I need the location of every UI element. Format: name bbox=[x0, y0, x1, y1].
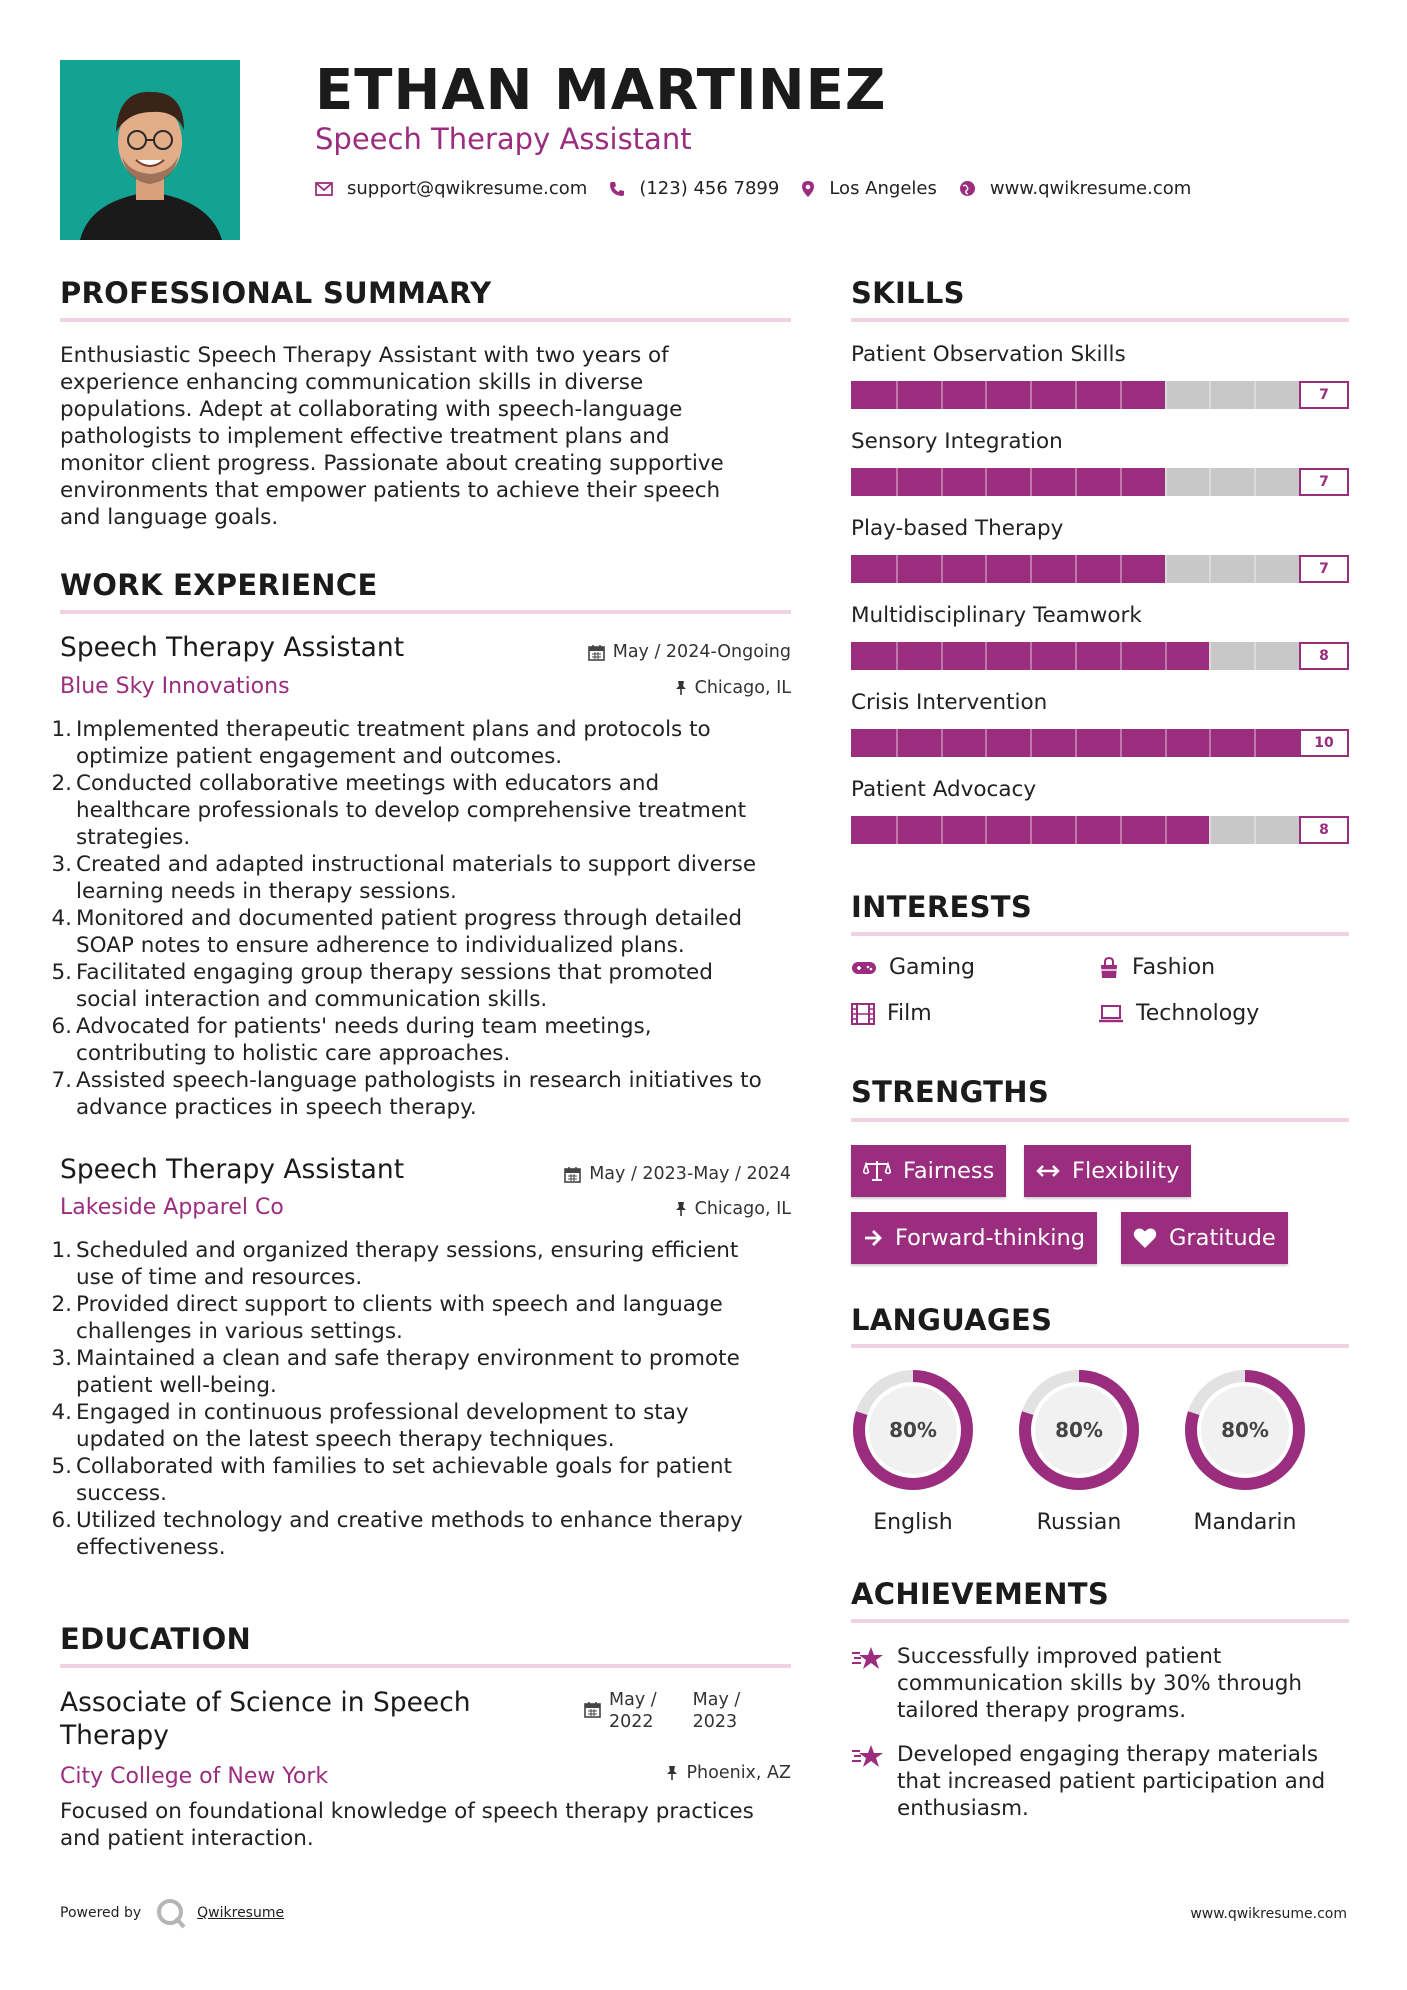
duty-line: learning needs in therapy sessions. bbox=[76, 879, 457, 904]
skill-segment-divider bbox=[1165, 468, 1167, 496]
duty-line: Maintained a clean and safe therapy environment to promote bbox=[76, 1346, 740, 1371]
pushpin-icon bbox=[675, 680, 687, 696]
duty-line: effectiveness. bbox=[76, 1535, 226, 1560]
strengths-heading: STRENGTHS bbox=[851, 1075, 1050, 1109]
skill-segment-divider bbox=[941, 555, 943, 583]
strength-label: Forward-thinking bbox=[895, 1225, 1086, 1251]
skill-segment-divider bbox=[1030, 555, 1032, 583]
duty-line: Engaged in continuous professional development to stay bbox=[76, 1400, 689, 1425]
skill-segment-divider bbox=[1120, 468, 1122, 496]
skill-segment-divider bbox=[1075, 816, 1077, 844]
arrows-horizontal-icon bbox=[1036, 1164, 1060, 1178]
list-number: 7. bbox=[51, 1068, 72, 1093]
job-date bbox=[588, 642, 791, 662]
date-part: May / bbox=[609, 1690, 657, 1710]
education-location-text: Phoenix, AZ bbox=[686, 1763, 791, 1783]
skill-segment-divider bbox=[1120, 816, 1122, 844]
date-part: 2023 bbox=[692, 1712, 738, 1732]
job-date-text: May / 2023-May / 2024 bbox=[589, 1164, 791, 1184]
skills-heading: SKILLS bbox=[851, 276, 965, 310]
location-text: Los Angeles bbox=[829, 178, 937, 199]
achievement-line: tailored therapy programs. bbox=[897, 1698, 1187, 1723]
duty-line: strategies. bbox=[76, 825, 191, 850]
skill-segment-divider bbox=[1120, 555, 1122, 583]
achievement-line: communication skills by 30% through bbox=[897, 1671, 1303, 1696]
skill-level-bar bbox=[851, 729, 1349, 757]
skill-segment-divider bbox=[1209, 555, 1211, 583]
skill-segment-divider bbox=[1075, 555, 1077, 583]
school-name: City College of New York bbox=[60, 1764, 329, 1789]
summary-heading: PROFESSIONAL SUMMARY bbox=[60, 276, 492, 310]
duty-line: Advocated for patients' needs during team meetings, bbox=[76, 1014, 652, 1039]
list-number: 3. bbox=[51, 1346, 72, 1371]
skill-segment-divider bbox=[1209, 381, 1211, 409]
duty-line: SOAP notes to ensure adherence to individualized plans. bbox=[76, 933, 685, 958]
list-item bbox=[50, 1399, 798, 1453]
strength-label: Flexibility bbox=[1072, 1158, 1180, 1184]
degree-title bbox=[60, 1686, 471, 1752]
list-number: 1. bbox=[51, 717, 72, 742]
job-location-text: Chicago, IL bbox=[694, 1199, 791, 1219]
language-item bbox=[1017, 1368, 1141, 1535]
duty-line: success. bbox=[76, 1481, 167, 1506]
skill-segment-divider bbox=[1254, 729, 1256, 757]
pushpin-icon bbox=[666, 1765, 678, 1781]
education-dates bbox=[584, 1689, 740, 1733]
duty-line: Implemented therapeutic treatment plans and protocols to bbox=[76, 717, 711, 742]
skill-level-bar bbox=[851, 381, 1349, 409]
skill-level-bar bbox=[851, 468, 1349, 496]
duty-line: social interaction and communication skills. bbox=[76, 987, 548, 1012]
list-number: 6. bbox=[51, 1508, 72, 1533]
skill-segment-divider bbox=[1075, 642, 1077, 670]
languages-heading: LANGUAGES bbox=[851, 1303, 1053, 1337]
list-item bbox=[50, 1507, 798, 1561]
arrow-right-icon bbox=[863, 1229, 883, 1247]
interest-label: Film bbox=[887, 1001, 932, 1026]
company-name: Lakeside Apparel Co bbox=[60, 1195, 284, 1220]
pushpin-icon bbox=[675, 1201, 687, 1217]
list-number: 3. bbox=[51, 852, 72, 877]
education-desc-line: Focused on foundational knowledge of speech therapy practices bbox=[60, 1799, 754, 1824]
job-duties-list bbox=[50, 716, 798, 1121]
skill-segment-divider bbox=[1165, 381, 1167, 409]
skill-segment-divider bbox=[1120, 381, 1122, 409]
strength-tag-forward-thinking bbox=[851, 1212, 1097, 1264]
skill-segment-divider bbox=[985, 381, 987, 409]
language-progress-ring bbox=[1017, 1368, 1141, 1492]
calendar-icon bbox=[588, 644, 605, 661]
phone-icon bbox=[609, 181, 625, 197]
duty-line: Scheduled and organized therapy sessions, ensuring efficient bbox=[76, 1238, 739, 1263]
duty-line: Utilized technology and creative methods to enhance therapy bbox=[76, 1508, 743, 1533]
list-number: 5. bbox=[51, 1454, 72, 1479]
summary-line: experience enhancing communication skills in diverse bbox=[60, 370, 644, 395]
skill-label: Sensory Integration bbox=[851, 429, 1063, 454]
job-title: Speech Therapy Assistant bbox=[60, 632, 405, 663]
skill-level-badge: 10 bbox=[1299, 729, 1349, 757]
summary-text bbox=[60, 342, 800, 531]
skill-level-bar bbox=[851, 642, 1349, 670]
achievement-text bbox=[897, 1741, 1325, 1822]
candidate-name: ETHAN MARTINEZ bbox=[315, 58, 887, 123]
skill-segment-divider bbox=[1075, 729, 1077, 757]
duty-line: advance practices in speech therapy. bbox=[76, 1095, 477, 1120]
skill-segment-divider bbox=[985, 468, 987, 496]
skill-segment-divider bbox=[896, 729, 898, 757]
duty-line: Facilitated engaging group therapy sessions that promoted bbox=[76, 960, 713, 985]
education-description bbox=[60, 1798, 800, 1852]
interest-film bbox=[851, 1001, 932, 1026]
candidate-role: Speech Therapy Assistant bbox=[315, 122, 692, 156]
email-text: support@qwikresume.com bbox=[347, 178, 588, 199]
skill-segment-divider bbox=[1075, 468, 1077, 496]
duty-line: contributing to holistic care approaches. bbox=[76, 1041, 511, 1066]
contact-bar bbox=[315, 178, 1213, 199]
duty-line: Assisted speech-language pathologists in research initiatives to bbox=[76, 1068, 762, 1093]
skill-segment-divider bbox=[1209, 642, 1211, 670]
summary-line: Enthusiastic Speech Therapy Assistant with two years of bbox=[60, 343, 669, 368]
footer-website[interactable]: www.qwikresume.com bbox=[1190, 1906, 1347, 1922]
strengths-divider bbox=[851, 1118, 1349, 1122]
skill-segment-divider bbox=[896, 816, 898, 844]
list-number: 2. bbox=[51, 771, 72, 796]
website-contact[interactable] bbox=[959, 178, 1191, 199]
interest-label: Fashion bbox=[1132, 955, 1216, 980]
skill-segment-divider bbox=[1075, 381, 1077, 409]
skills-divider bbox=[851, 318, 1349, 322]
profile-photo bbox=[60, 60, 240, 240]
list-number: 1. bbox=[51, 1238, 72, 1263]
duty-line: Collaborated with families to set achievable goals for patient bbox=[76, 1454, 732, 1479]
achievement-line: Successfully improved patient bbox=[897, 1644, 1222, 1669]
star-icon bbox=[851, 1743, 885, 1769]
summary-line: pathologists to implement effective treatment plans and bbox=[60, 424, 670, 449]
phone-text: (123) 456 7899 bbox=[639, 178, 780, 199]
map-marker-icon bbox=[801, 180, 815, 198]
date-part: May / bbox=[692, 1690, 741, 1710]
list-item bbox=[50, 1013, 798, 1067]
location-contact bbox=[801, 178, 937, 199]
skill-level-fill bbox=[851, 555, 1165, 583]
skill-level-bar bbox=[851, 555, 1349, 583]
language-percent: 80% bbox=[889, 1418, 937, 1442]
skill-level-fill bbox=[851, 381, 1165, 409]
achievement-item bbox=[851, 1643, 1351, 1724]
experience-divider bbox=[60, 610, 791, 614]
skill-label: Play-based Therapy bbox=[851, 516, 1064, 541]
strength-label: Gratitude bbox=[1169, 1225, 1276, 1251]
interest-label: Technology bbox=[1136, 1001, 1260, 1026]
skill-segment-divider bbox=[985, 816, 987, 844]
phone-contact[interactable] bbox=[609, 178, 779, 199]
skill-segment-divider bbox=[941, 642, 943, 670]
education-start bbox=[609, 1689, 657, 1733]
skill-segment-divider bbox=[896, 555, 898, 583]
email-contact[interactable] bbox=[315, 178, 587, 199]
language-item bbox=[1183, 1368, 1307, 1535]
summary-line: monitor client progress. Passionate about creating supportive bbox=[60, 451, 724, 476]
website-text: www.qwikresume.com bbox=[989, 178, 1192, 199]
interests-heading: INTERESTS bbox=[851, 890, 1033, 924]
skill-segment-divider bbox=[1165, 729, 1167, 757]
education-location bbox=[666, 1763, 791, 1783]
skill-segment-divider bbox=[1030, 816, 1032, 844]
date-part: 2022 bbox=[609, 1712, 654, 1732]
skill-segment-divider bbox=[1165, 555, 1167, 583]
list-item bbox=[50, 959, 798, 1013]
interest-technology bbox=[1098, 1001, 1259, 1026]
qwikresume-link[interactable]: Qwikresume bbox=[197, 1905, 285, 1921]
balance-scale-icon bbox=[863, 1160, 891, 1182]
skill-segment-divider bbox=[941, 729, 943, 757]
list-item bbox=[50, 905, 798, 959]
gamepad-icon bbox=[851, 960, 877, 976]
skill-segment-divider bbox=[1254, 642, 1256, 670]
globe-icon bbox=[959, 180, 976, 197]
language-name: English bbox=[873, 1510, 953, 1535]
experience-heading: WORK EXPERIENCE bbox=[60, 568, 378, 602]
list-item bbox=[50, 1345, 798, 1399]
skill-segment-divider bbox=[1030, 729, 1032, 757]
job-duties-list bbox=[50, 1237, 798, 1561]
skill-segment-divider bbox=[1120, 729, 1122, 757]
duty-line: healthcare professionals to develop comprehensive treatment bbox=[76, 798, 747, 823]
language-name: Russian bbox=[1036, 1510, 1122, 1535]
calendar-icon bbox=[564, 1166, 581, 1183]
heart-icon bbox=[1133, 1227, 1157, 1249]
envelope-icon bbox=[315, 182, 333, 196]
interest-gaming bbox=[851, 955, 975, 980]
qwikresume-logo-icon bbox=[155, 1896, 189, 1930]
degree-line: Associate of Science in Speech bbox=[60, 1687, 471, 1718]
language-percent: 80% bbox=[1221, 1418, 1269, 1442]
company-name: Blue Sky Innovations bbox=[60, 674, 290, 699]
achievement-line: enthusiasm. bbox=[897, 1796, 1029, 1821]
duty-line: Created and adapted instructional materials to support diverse bbox=[76, 852, 757, 877]
skill-label: Multidisciplinary Teamwork bbox=[851, 603, 1142, 628]
achievement-text bbox=[897, 1643, 1302, 1724]
skill-label: Patient Observation Skills bbox=[851, 342, 1126, 367]
skill-segment-divider bbox=[1030, 381, 1032, 409]
skill-segment-divider bbox=[941, 816, 943, 844]
skill-segment-divider bbox=[896, 642, 898, 670]
duty-line: updated on the latest speech therapy techniques. bbox=[76, 1427, 615, 1452]
skill-segment-divider bbox=[1209, 816, 1211, 844]
duty-line: Provided direct support to clients with speech and language bbox=[76, 1292, 723, 1317]
list-item bbox=[50, 1237, 798, 1291]
strength-tag-fairness bbox=[851, 1145, 1006, 1197]
duty-line: use of time and resources. bbox=[76, 1265, 363, 1290]
laptop-icon bbox=[1098, 1005, 1124, 1023]
list-number: 5. bbox=[51, 960, 72, 985]
interest-label: Gaming bbox=[889, 955, 975, 980]
list-item bbox=[50, 770, 798, 851]
skill-level-badge: 8 bbox=[1299, 642, 1349, 670]
skill-segment-divider bbox=[1209, 468, 1211, 496]
skill-segment-divider bbox=[1254, 468, 1256, 496]
skill-segment-divider bbox=[941, 381, 943, 409]
job-date-text: May / 2024-Ongoing bbox=[612, 642, 791, 662]
duty-line: patient well-being. bbox=[76, 1373, 277, 1398]
education-desc-line: and patient interaction. bbox=[60, 1826, 314, 1851]
skill-segment-divider bbox=[1030, 468, 1032, 496]
skill-segment-divider bbox=[941, 468, 943, 496]
summary-line: environments that empower patients to achieve their speech bbox=[60, 478, 721, 503]
skill-segment-divider bbox=[1254, 555, 1256, 583]
achievements-divider bbox=[851, 1619, 1349, 1623]
languages-divider bbox=[851, 1344, 1349, 1348]
skill-segment-divider bbox=[1165, 816, 1167, 844]
degree-line: Therapy bbox=[60, 1720, 169, 1751]
achievement-line: Developed engaging therapy materials bbox=[897, 1742, 1319, 1767]
language-progress-ring bbox=[1183, 1368, 1307, 1492]
star-icon bbox=[851, 1645, 885, 1671]
interest-fashion bbox=[1098, 955, 1215, 980]
skill-level-badge: 7 bbox=[1299, 381, 1349, 409]
job-location bbox=[675, 1199, 791, 1219]
summary-line: populations. Adept at collaborating with speech-language bbox=[60, 397, 683, 422]
skill-segment-divider bbox=[1120, 642, 1122, 670]
list-item bbox=[50, 1453, 798, 1507]
job-location-text: Chicago, IL bbox=[694, 678, 791, 698]
language-percent: 80% bbox=[1055, 1418, 1103, 1442]
shopping-bag-icon bbox=[1098, 957, 1120, 979]
skill-segment-divider bbox=[1165, 642, 1167, 670]
list-number: 6. bbox=[51, 1014, 72, 1039]
skill-segment-divider bbox=[896, 468, 898, 496]
skill-segment-divider bbox=[1209, 729, 1211, 757]
skill-segment-divider bbox=[1254, 816, 1256, 844]
strength-label: Fairness bbox=[903, 1158, 995, 1184]
interests-divider bbox=[851, 932, 1349, 936]
powered-by-text: Powered by bbox=[60, 1905, 142, 1921]
duty-line: challenges in various settings. bbox=[76, 1319, 403, 1344]
list-item bbox=[50, 1291, 798, 1345]
film-icon bbox=[851, 1003, 875, 1025]
achievement-line: that increased patient participation and bbox=[897, 1769, 1326, 1794]
summary-divider bbox=[60, 318, 791, 322]
skill-label: Patient Advocacy bbox=[851, 777, 1037, 802]
skill-level-bar bbox=[851, 816, 1349, 844]
job-title: Speech Therapy Assistant bbox=[60, 1154, 405, 1185]
education-end bbox=[693, 1689, 741, 1733]
list-item bbox=[50, 716, 798, 770]
skill-segment-divider bbox=[985, 642, 987, 670]
duty-line: optimize patient engagement and outcomes. bbox=[76, 744, 563, 769]
skill-level-fill bbox=[851, 468, 1165, 496]
list-number: 4. bbox=[51, 906, 72, 931]
education-divider bbox=[60, 1664, 791, 1668]
list-number: 2. bbox=[51, 1292, 72, 1317]
skill-level-badge: 7 bbox=[1299, 468, 1349, 496]
strength-tag-gratitude bbox=[1121, 1212, 1288, 1264]
language-item bbox=[851, 1368, 975, 1535]
achievement-item bbox=[851, 1741, 1351, 1822]
strength-tag-flexibility bbox=[1024, 1145, 1191, 1197]
skill-level-badge: 7 bbox=[1299, 555, 1349, 583]
language-name: Mandarin bbox=[1193, 1510, 1297, 1535]
skill-segment-divider bbox=[1254, 381, 1256, 409]
skill-segment-divider bbox=[985, 555, 987, 583]
skill-label: Crisis Intervention bbox=[851, 690, 1048, 715]
skill-segment-divider bbox=[1030, 642, 1032, 670]
summary-line: and language goals. bbox=[60, 505, 279, 530]
list-item bbox=[50, 1067, 798, 1121]
list-item bbox=[50, 851, 798, 905]
skill-level-badge: 8 bbox=[1299, 816, 1349, 844]
job-location bbox=[675, 678, 791, 698]
job-date bbox=[564, 1164, 791, 1184]
skill-segment-divider bbox=[985, 729, 987, 757]
duty-line: Monitored and documented patient progress through detailed bbox=[76, 906, 743, 931]
duty-line: Conducted collaborative meetings with educators and bbox=[76, 771, 660, 796]
education-heading: EDUCATION bbox=[60, 1622, 252, 1656]
language-progress-ring bbox=[851, 1368, 975, 1492]
skill-segment-divider bbox=[896, 381, 898, 409]
footer-powered-by bbox=[60, 1896, 284, 1930]
achievements-heading: ACHIEVEMENTS bbox=[851, 1577, 1110, 1611]
list-number: 4. bbox=[51, 1400, 72, 1425]
calendar-icon bbox=[584, 1701, 601, 1718]
